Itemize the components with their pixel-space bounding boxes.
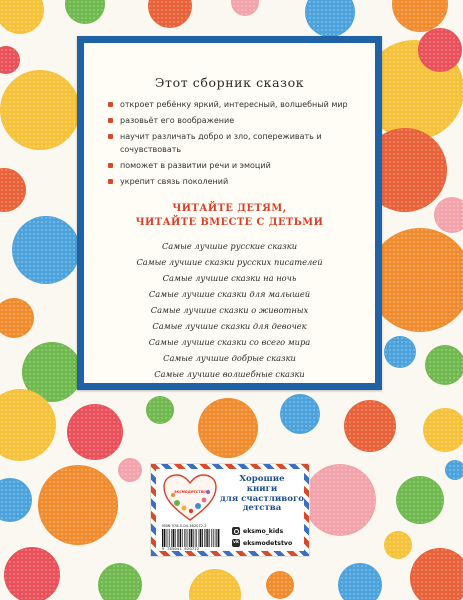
barcode-bar <box>196 529 197 547</box>
polka-dot-texture <box>385 532 411 558</box>
read-together-callout <box>96 202 363 229</box>
series-title: Самые лучшие сказки о животных <box>150 305 309 315</box>
panel-heading: Этот сборник сказок <box>154 75 305 90</box>
series-title: Самые лучшие сказки со всего мира <box>148 337 311 347</box>
barcode-bar <box>202 529 203 547</box>
barcode-bar <box>199 529 200 547</box>
polka-dot-texture <box>0 0 43 33</box>
barcode-bar <box>204 529 205 547</box>
barcode-bar <box>178 529 179 547</box>
polka-dot-texture <box>13 217 79 283</box>
benefit-item: поможет в развитии речи и эмоций <box>108 159 363 172</box>
info-panel-content <box>84 43 375 383</box>
barcode-bar <box>213 529 214 547</box>
benefit-item: разовьёт его воображение <box>108 114 363 127</box>
instagram-handle[interactable]: eksmo_kids <box>232 527 283 535</box>
polka-dot-texture <box>190 570 240 600</box>
callout-line-2: ЧИТАЙТЕ ВМЕСТЕ С ДЕТЬМИ <box>135 216 324 228</box>
barcode-bar <box>195 529 196 547</box>
barcode-bar <box>182 529 183 547</box>
barcode-bar <box>215 529 216 547</box>
polka-dot-texture <box>68 405 122 459</box>
polka-dot-texture <box>149 0 191 27</box>
barcode-bar <box>175 529 176 547</box>
polka-dot-texture <box>5 548 59 600</box>
polka-dot-texture <box>199 399 257 457</box>
polka-dot-texture <box>411 549 463 600</box>
barcode-bar <box>209 529 210 547</box>
polka-dot-texture <box>345 401 395 451</box>
polka-dot-texture <box>0 169 25 211</box>
polka-dot-texture <box>397 477 443 523</box>
barcode-bar <box>206 529 207 547</box>
series-title: Самые лучшие сказки русских писателей <box>136 257 323 267</box>
benefit-item: откроет ребёнку яркий, интересный, волшебный мир <box>108 98 363 111</box>
bullet-marker <box>108 118 113 123</box>
heart-logo-icon <box>162 473 218 523</box>
barcode-bar <box>177 529 178 547</box>
bullet-marker <box>108 102 113 107</box>
barcode-bar <box>168 529 169 547</box>
barcode-bar <box>186 529 187 547</box>
barcode-bar <box>207 529 208 547</box>
series-title: Самые лучшие сказки на ночь <box>162 273 297 283</box>
airmail-sticker <box>150 463 310 557</box>
series-list <box>96 238 363 382</box>
benefit-item: укрепит связь поколений <box>108 175 363 188</box>
barcode-bar <box>193 529 194 547</box>
barcode-bar <box>189 529 190 547</box>
polka-dot-texture <box>419 29 461 71</box>
polka-dot-texture <box>267 572 293 598</box>
polka-dot-texture <box>66 0 104 23</box>
barcode-bar <box>164 529 165 547</box>
callout-line-1: ЧИТАЙТЕ ДЕТЯМ, <box>172 203 287 214</box>
bullet-marker <box>108 134 113 139</box>
barcode-bar <box>184 529 185 547</box>
barcode-bar <box>173 529 174 547</box>
vk-handle[interactable]: vk eksmodetstvo <box>233 539 293 547</box>
polka-dot-texture <box>305 465 375 535</box>
barcode-bar <box>169 529 170 547</box>
series-title: Самые лучшие русские сказки <box>161 241 298 251</box>
isbn-label: ISBN 978-5-04-162072-2 <box>162 524 207 528</box>
barcode-bar <box>166 529 167 547</box>
barcode-bar <box>188 529 189 547</box>
series-title: Самые лучшие добрые сказки <box>163 353 296 363</box>
series-title: Самые лучшие сказки для малышей <box>148 289 311 299</box>
barcode-bar <box>218 529 219 547</box>
vk-icon: vk <box>233 540 239 545</box>
polka-dot-texture <box>281 395 319 433</box>
barcode-bar <box>200 529 201 547</box>
barcode-bar <box>211 529 212 547</box>
benefit-list <box>96 98 363 188</box>
barcode-bar <box>171 529 172 547</box>
sticker-tagline: Хорошие книги для счастливого детства <box>220 474 304 514</box>
barcode-bar <box>216 529 217 547</box>
bullet-marker <box>108 163 113 168</box>
polka-dot-texture <box>426 346 463 384</box>
sticker-body <box>156 469 304 551</box>
polka-dot-texture <box>385 337 415 367</box>
series-title: Самые лучшие волшебные сказки <box>154 369 305 379</box>
barcode-number: 9 785041 620722 <box>162 546 200 551</box>
bullet-marker <box>108 179 113 184</box>
barcode-bar <box>162 529 163 547</box>
instagram-icon <box>232 527 240 535</box>
barcode-bar <box>191 529 192 547</box>
polka-dot-texture <box>39 466 117 544</box>
brand-label: эксмодетство <box>174 489 206 494</box>
series-title: Самые лучшие сказки для девочек <box>152 321 307 331</box>
polka-dot-texture <box>393 0 447 31</box>
barcode <box>162 529 220 547</box>
polka-dot-texture <box>306 0 354 36</box>
polka-dot-texture <box>1 71 79 149</box>
info-panel <box>77 36 382 390</box>
barcode-bar <box>180 529 181 547</box>
polka-dot-texture <box>147 397 173 423</box>
polka-dot-texture <box>232 0 258 15</box>
benefit-item: научит различать добро и зло, сопереживать и сочувствовать <box>108 130 363 156</box>
polka-dot-texture <box>119 459 141 481</box>
